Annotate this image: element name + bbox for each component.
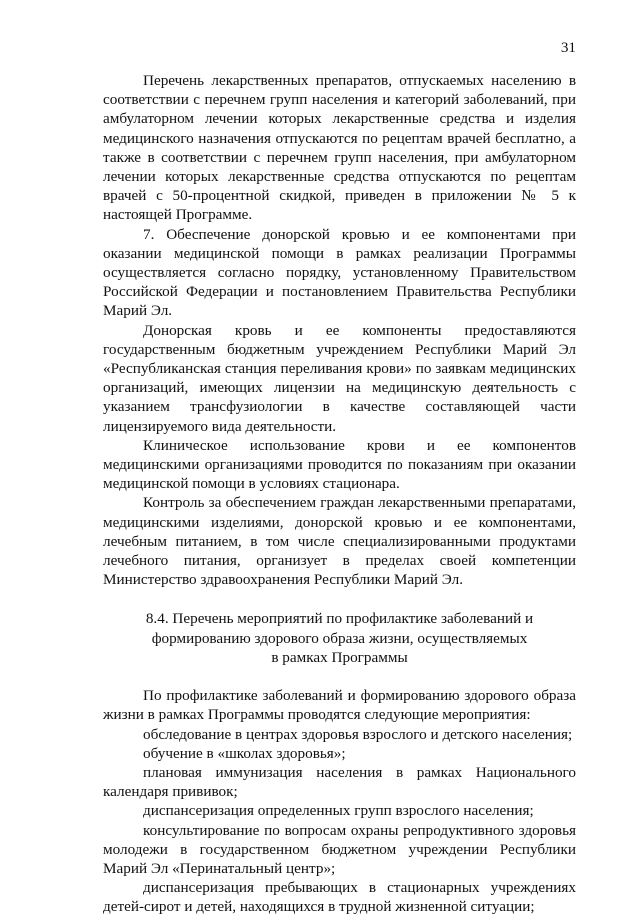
list-item-immunization: плановая иммунизация населения в рамках Национального календаря прививок;	[103, 763, 576, 801]
section-heading-line: в рамках Программы	[271, 648, 408, 666]
page-number: 31	[560, 39, 576, 56]
list-item-health-centers: обследование в центрах здоровья взрослого и детского населения;	[143, 725, 573, 743]
paragraph-blood-station: Донорская кровь и ее компоненты предоставляются государственным бюджетным учреждением Республики Марий Эл «Республиканская станция переливания крови» по заявкам медицинских организаций, имеющих лицензии на медицинскую деятельность с указанием трансфузиологии в качестве составляющей части лицензируемого вида деятельности.	[103, 321, 576, 435]
paragraph-medicines-list: Перечень лекарственных препаратов, отпускаемых населению в соответствии с перечнем групп населения и категорий заболеваний, при амбулаторном лечении которых лекарственные средства и изделия медицинского назначения отпускаются по рецептам врачей бесплатно, а также в соответствии с перечнем групп населения, при амбулаторном лечении которых лекарственные средства отпускаются по рецептам врачей с 50-процентной скидкой, приведен в приложении № 5 к настоящей Программе.	[103, 72, 576, 224]
paragraph-donor-blood-provision: 7. Обеспечение донорской кровью и ее компонентами при оказании медицинской помощи в рамках реализации Программы осуществляется согласно порядку, установленному Правительством Российской Федерации и постановлением Правительства Республики Марий Эл.	[103, 225, 576, 320]
paragraph-control: Контроль за обеспечением граждан лекарственными препаратами, медицинскими изделиями, донорской кровью и ее компонентами, лечебным питанием, в том числе специализированными продуктами лечебного питания, организует в пределах своей компетенции Министерство здравоохранения Республики Марий Эл.	[103, 494, 576, 589]
section-heading	[103, 609, 576, 667]
paragraph-prevention-intro: По профилактике заболеваний и формированию здорового образа жизни в рамках Программы проводятся следующие мероприятия:	[103, 687, 576, 724]
document-body	[103, 71, 576, 917]
list-item-reproductive-counseling: консультирование по вопросам охраны репродуктивного здоровья молодежи в государственном бюджетном учреждении Республики Марий Эл «Перинатальный центр»;	[103, 821, 576, 877]
list-item-health-schools: обучение в «школах здоровья»;	[143, 744, 346, 762]
paragraph-clinical-use: Клиническое использование крови и ее компонентов медицинскими организациями проводится по показаниям при оказании медицинской помощи в условиях стационара.	[103, 436, 576, 493]
list-item-orphan-screening: диспансеризация пребывающих в стационарных учреждениях детей-сирот и детей, находящихся в трудной жизненной ситуации;	[103, 879, 576, 916]
section-heading-line: формированию здорового образа жизни, осуществляемых	[151, 629, 528, 647]
section-heading-line: 8.4. Перечень мероприятий по профилактике заболеваний и	[145, 610, 534, 628]
list-item-adult-screening: диспансеризация определенных групп взрослого населения;	[143, 802, 534, 820]
section-gap	[103, 667, 576, 686]
